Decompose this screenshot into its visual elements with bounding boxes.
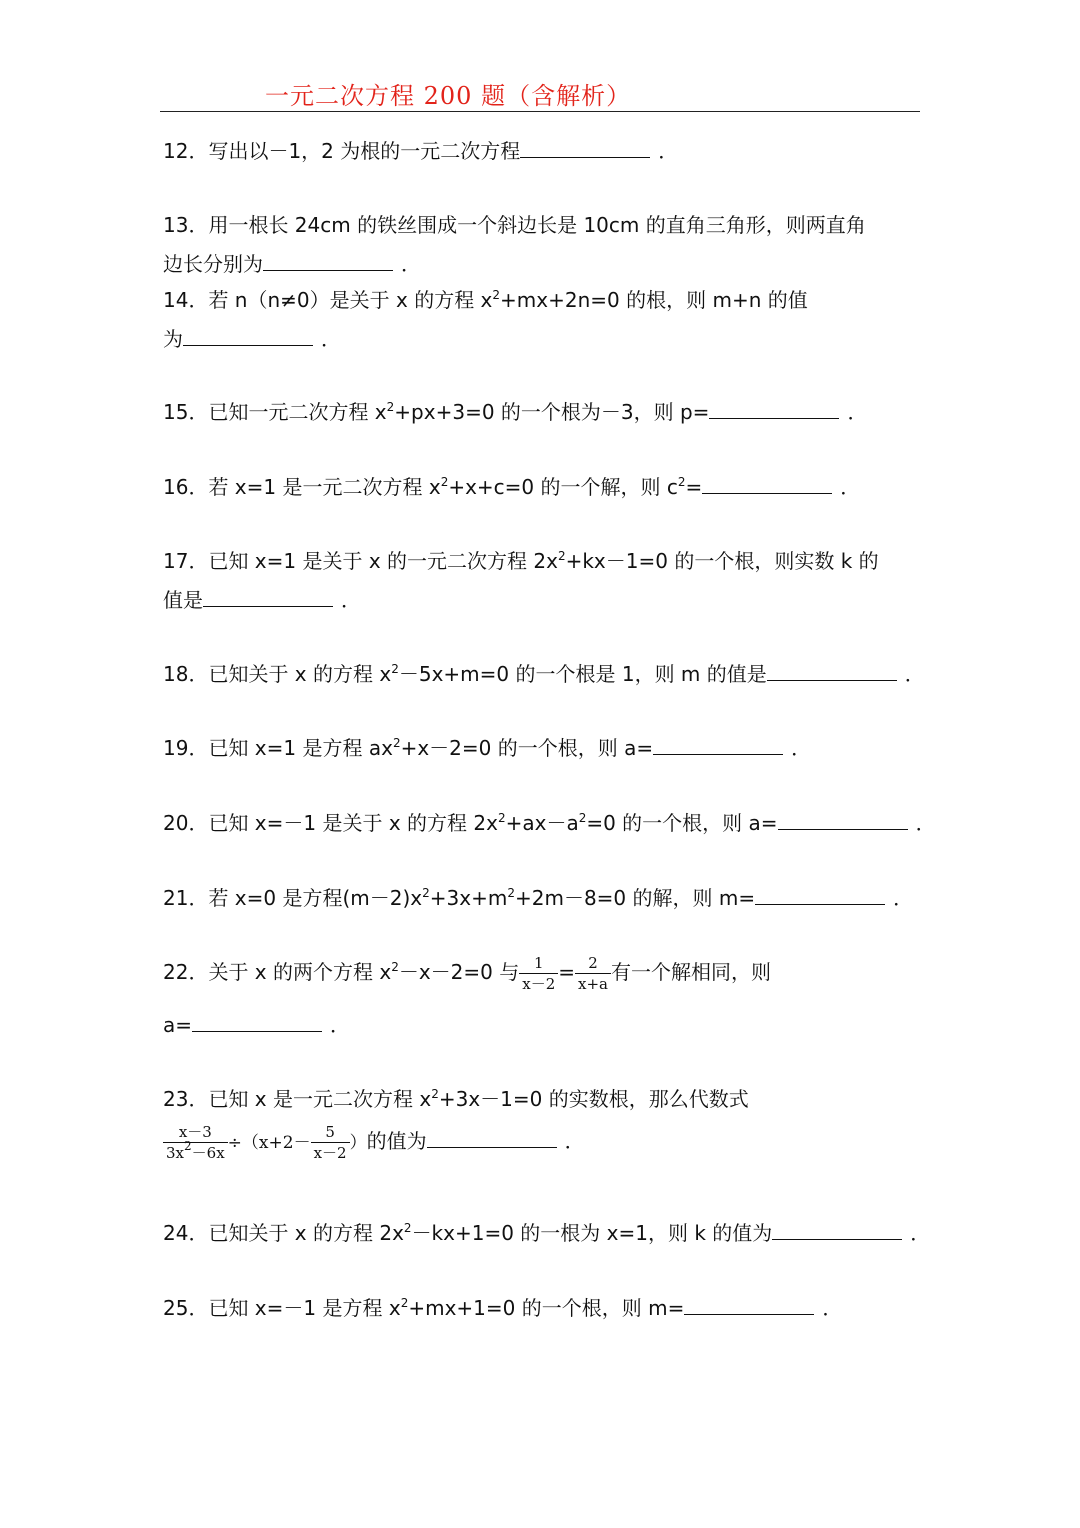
question-end: ． (564, 1129, 585, 1153)
fraction-denominator (163, 1139, 228, 1162)
question-text: +3x－1=0 的实数根，那么代数式 (438, 1087, 749, 1111)
answer-blank[interactable] (684, 1294, 814, 1315)
exponent: 2 (184, 1139, 192, 1153)
question-21 (163, 884, 913, 911)
question-text: +kx－1=0 的一个根，则实数 k 的 (565, 549, 879, 573)
question-text: －5x+m=0 的一个根是 1，则 m 的值是 (398, 662, 767, 686)
question-end: ． (904, 662, 925, 686)
question-24 (163, 1219, 930, 1246)
question-end: ． (321, 327, 341, 351)
question-end: ． (341, 588, 361, 612)
exponent: 2 (492, 288, 501, 302)
question-text: 18．已知关于 x 的方程 x (163, 662, 392, 686)
exponent: 2 (677, 475, 686, 489)
question-17-line2 (163, 586, 361, 613)
question-text: 23．已知 x 是一元二次方程 x (163, 1087, 432, 1111)
answer-blank[interactable] (203, 586, 333, 607)
fraction (519, 955, 558, 992)
question-18 (163, 660, 925, 687)
question-end: ． (658, 139, 679, 163)
fraction-denominator: x－2 (313, 1144, 347, 1162)
question-22-line2 (163, 1011, 350, 1038)
answer-blank[interactable] (653, 734, 783, 755)
question-19 (163, 734, 811, 761)
fraction (575, 955, 611, 992)
answer-blank[interactable] (427, 1127, 557, 1148)
question-text: 14．若 n（n≠0）是关于 x 的方程 x (163, 288, 493, 312)
close-paren: ） (349, 1133, 367, 1153)
exponent: 2 (578, 811, 587, 825)
division-expression: ÷（x+2－ (227, 1133, 311, 1153)
answer-blank[interactable] (767, 660, 897, 681)
question-13 (163, 212, 866, 238)
answer-blank[interactable] (183, 325, 313, 346)
answer-blank[interactable] (192, 1011, 322, 1032)
fraction-denominator: x－2 (522, 975, 556, 993)
question-13-line2 (163, 250, 421, 277)
exponent: 2 (440, 475, 449, 489)
equals-sign: = (558, 960, 576, 984)
question-end: ． (840, 475, 861, 499)
answer-blank[interactable] (520, 137, 650, 158)
question-text: +3x+m (429, 886, 508, 910)
page-title: 一元二次方程 200 题（含解析） (265, 82, 632, 110)
question-text: 24．已知关于 x 的方程 2x (163, 1221, 404, 1245)
exponent: 2 (391, 960, 399, 974)
exponent: 2 (386, 400, 395, 414)
answer-blank[interactable] (702, 473, 832, 494)
question-end: ． (401, 252, 421, 276)
question-16 (163, 473, 860, 500)
header-rule (160, 111, 920, 112)
exponent: 2 (400, 1296, 409, 1310)
question-text: 16．若 x=1 是一元二次方程 x (163, 475, 441, 499)
answer-blank[interactable] (772, 1219, 902, 1240)
question-text: 15．已知一元二次方程 x (163, 400, 387, 424)
question-text: 12．写出以－1，2 为根的一元二次方程 (163, 139, 521, 163)
question-12 (163, 137, 678, 164)
question-text: 值是 (163, 588, 203, 612)
question-text: 19．已知 x=1 是方程 ax (163, 736, 393, 760)
question-text: = (685, 475, 703, 499)
question-text: 22．关于 x 的两个方程 x (163, 960, 392, 984)
exponent: 2 (391, 662, 399, 676)
question-text: －x－2=0 与 (398, 960, 520, 984)
exponent: 2 (497, 811, 506, 825)
exponent: 2 (431, 1087, 439, 1101)
answer-blank[interactable] (263, 250, 393, 271)
question-text: 的值为 (366, 1129, 427, 1153)
question-text: 17．已知 x=1 是关于 x 的一元二次方程 2x (163, 549, 558, 573)
question-text: 有一个解相同，则 (611, 960, 772, 984)
question-23-line2 (163, 1124, 585, 1161)
answer-blank[interactable] (755, 884, 885, 905)
question-text: +x－2=0 的一个根，则 a= (400, 736, 654, 760)
fraction-numerator: 5 (311, 1124, 350, 1143)
question-25 (163, 1294, 842, 1321)
question-text: 13．用一根长 24cm 的铁丝围成一个斜边长是 10cm 的直角三角形，则两直角 (163, 213, 866, 237)
fraction (163, 1124, 228, 1161)
question-end: ． (330, 1013, 351, 1037)
question-20 (163, 809, 936, 836)
question-end: ． (910, 1221, 931, 1245)
question-text: =0 的一个根，则 a= (586, 811, 778, 835)
question-text: +mx+2n=0 的根，则 m+n 的值 (500, 288, 808, 312)
answer-blank[interactable] (778, 809, 908, 830)
answer-blank[interactable] (709, 398, 839, 419)
fraction (311, 1124, 350, 1161)
question-17 (163, 548, 879, 574)
exponent: 2 (403, 1221, 412, 1235)
fraction-numerator: 2 (575, 955, 611, 974)
question-text: +2m－8=0 的解，则 m= (514, 886, 756, 910)
denominator-text: 3x (166, 1144, 185, 1162)
exponent: 2 (422, 886, 430, 900)
fraction-denominator: x+a (578, 975, 609, 993)
exponent: 2 (392, 736, 401, 750)
question-23 (163, 1086, 749, 1112)
question-end: ． (791, 736, 812, 760)
question-text: 边长分别为 (163, 252, 263, 276)
question-14 (163, 287, 808, 313)
question-end: ． (822, 1296, 843, 1320)
question-text: 21．若 x=0 是方程(m－2)x (163, 886, 423, 910)
question-end: ． (915, 811, 936, 835)
question-text: 为 (163, 327, 183, 351)
question-text: +mx+1=0 的一个根，则 m= (408, 1296, 685, 1320)
question-text: +ax－a (505, 811, 579, 835)
question-text: a= (163, 1013, 193, 1037)
question-end: ． (893, 886, 914, 910)
question-text: 25．已知 x=－1 是方程 x (163, 1296, 401, 1320)
question-end: ． (847, 400, 868, 424)
denominator-text: －6x (191, 1144, 225, 1162)
question-text: －kx+1=0 的一根为 x=1，则 k 的值为 (411, 1221, 773, 1245)
question-text: 20．已知 x=－1 是关于 x 的方程 2x (163, 811, 498, 835)
question-text: +x+c=0 的一个解，则 c (448, 475, 678, 499)
fraction-numerator: x－3 (163, 1124, 228, 1143)
question-text: +px+3=0 的一个根为－3，则 p= (394, 400, 710, 424)
exponent: 2 (557, 549, 566, 563)
question-22 (163, 955, 771, 992)
question-14-line2 (163, 325, 341, 352)
exponent: 2 (507, 886, 515, 900)
question-15 (163, 398, 867, 425)
fraction-numerator: 1 (519, 955, 558, 974)
